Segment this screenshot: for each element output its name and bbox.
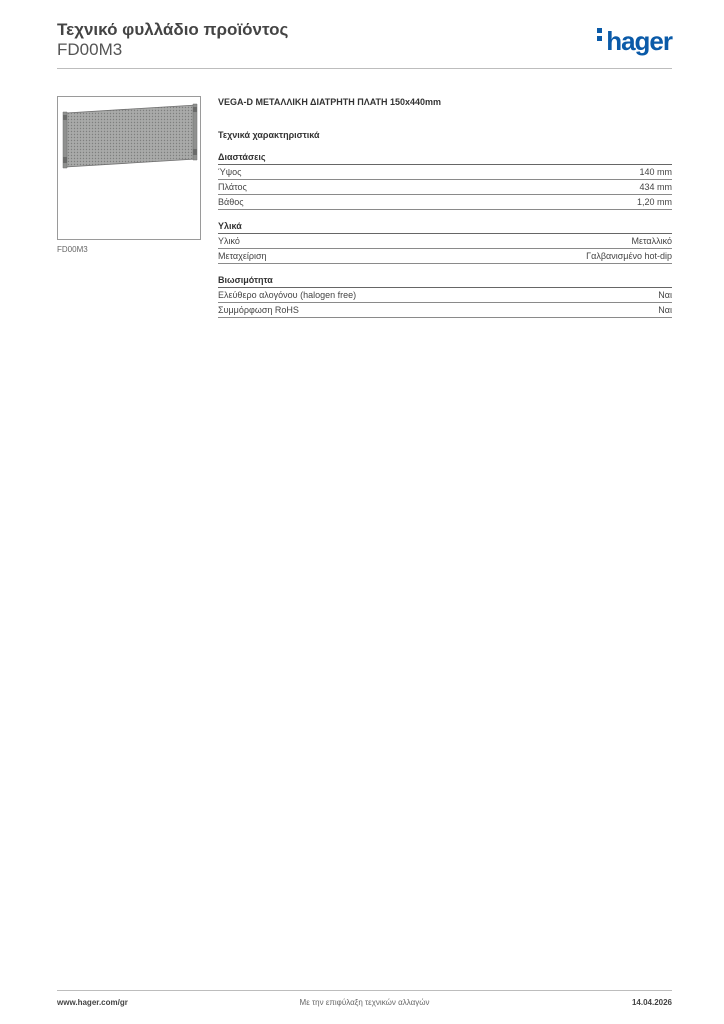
logo-text: hager <box>606 26 672 56</box>
footer-date: 14.04.2026 <box>631 998 672 1007</box>
product-name: VEGA-D ΜΕΤΑΛΛΙΚΗ ΔΙΑΤΡΗΤΗ ΠΛΑΤΗ 150x440mm <box>218 97 442 107</box>
spec-label: Μεταχείριση <box>218 251 267 261</box>
spec-value: Γαλβανισμένο hot-dip <box>586 251 672 261</box>
logo-dots-icon <box>597 28 603 44</box>
spec-value: Μεταλλικό <box>631 236 672 246</box>
document-title: Τεχνικό φυλλάδιο προϊόντος <box>57 20 289 39</box>
spec-row <box>218 180 672 195</box>
image-caption: FD00M3 <box>57 245 88 254</box>
spec-group-materials <box>218 220 672 264</box>
spec-value: 140 mm <box>639 167 672 177</box>
perforated-plate-icon <box>58 97 200 239</box>
spec-row <box>218 249 672 264</box>
spec-label: Πλάτος <box>218 182 247 192</box>
header-divider <box>57 68 672 69</box>
spec-value: 434 mm <box>639 182 672 192</box>
spec-group-title: Υλικά <box>218 220 672 234</box>
spec-content <box>218 96 672 318</box>
spec-label: Βάθος <box>218 197 244 207</box>
spec-group-sustainability <box>218 274 672 318</box>
spec-row <box>218 195 672 210</box>
product-image <box>57 96 201 240</box>
product-code: FD00M3 <box>57 40 123 59</box>
spec-row <box>218 234 672 249</box>
spec-value: Ναι <box>658 305 672 315</box>
spec-group-title: Διαστάσεις <box>218 151 672 165</box>
spec-group-dimensions <box>218 151 672 210</box>
footer-divider <box>57 990 672 991</box>
specs-title: Τεχνικά χαρακτηριστικά <box>218 130 320 140</box>
spec-label: Συμμόρφωση RoHS <box>218 305 299 315</box>
page-header <box>57 20 672 68</box>
spec-group-title: Βιωσιμότητα <box>218 274 672 288</box>
spec-value: 1,20 mm <box>636 197 672 207</box>
spec-label: Ύψος <box>218 167 242 177</box>
footer-website: www.hager.com/gr <box>57 998 128 1007</box>
spec-row <box>218 165 672 180</box>
spec-row <box>218 303 672 318</box>
spec-label: Υλικό <box>218 236 240 246</box>
spec-row <box>218 288 672 303</box>
footer-disclaimer: Με την επιφύλαξη τεχνικών αλλαγών <box>299 998 430 1007</box>
spec-label: Ελεύθερο αλογόνου (halogen free) <box>218 290 357 300</box>
hager-logo <box>597 26 672 57</box>
spec-value: Ναι <box>658 290 672 300</box>
